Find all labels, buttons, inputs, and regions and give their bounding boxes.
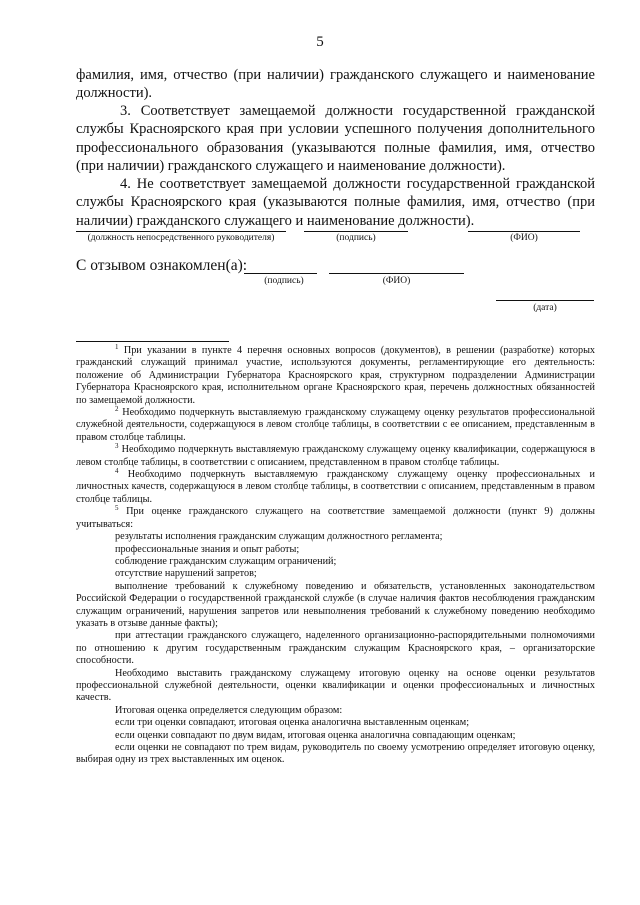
acq-signature-caption: (подпись) [264, 276, 304, 286]
footnote-2-text: Необходимо подчеркнуть выставляемую гражданскому служащему оценку результатов профессиональной служебной деятельности, содержащуюся в левом столбце таблицы, в соответствии с ее описанием, представленным в правом столбце таблицы. [76, 407, 596, 443]
final-assessment-note: Необходимо выставить гражданскому служащему итоговую оценку на основе оценки результатов профессиональной служебной деятельности, оценки квалификации и оценки профессиональных и личностных качеств. [76, 667, 595, 704]
footnote-3-mark: 3 [115, 442, 119, 451]
footnote-2-mark: 2 [115, 405, 119, 414]
footnote-5-text: При оценке гражданского служащего на соответствие замещаемой должности (пункт 9) должны учитываться: [76, 506, 596, 530]
criterion-item: отсутствие нарушений запретов; [115, 568, 257, 580]
criterion-item: выполнение требований к служебному поведению и обязательств, установленных законодательством Российской Федерации о государственной гражданской службе (в случае наличия фактов несоблюдения гражданским служащим ограничений, нарушения запретов или невыполнения требований к служебному поведению необходимо указать в отзыве данные факты); [76, 580, 595, 629]
paragraph-4: 4. Не соответствует замещаемой должности государственной гражданской службы Красноярского края (указываются полные фамилия, имя, отчество (при наличии) гражданского служащего и наименование должности). [76, 176, 595, 229]
position-line [76, 231, 286, 232]
footnote-1-text: При указании в пункте 4 перечня основных вопросов (документов), в решении (разработке) которых гражданский служащий принимал участие, используются документы, регламентирующие его деятельность: положение об Администрации Губернатора Красноярского края, структурном подразделении Администрации Губернатора Красноярского края, исполнительном органе Красноярского края, перечень должностных обязанностей по замещаемой должности. [76, 345, 596, 406]
acq-signature-line [244, 273, 317, 274]
footnote-3 [76, 444, 595, 469]
final-assessment-definition: Итоговая оценка определяется следующим образом: [115, 704, 343, 716]
footnote-2 [76, 407, 595, 444]
rule-item: если оценки не совпадают по трем видам, руководитель по своему усмотрению определяет итоговую оценку, выбирая одну из трех выставленных им оценок. [76, 742, 595, 766]
criterion-item: при аттестации гражданского служащего, наделенного организационно-распорядительными полномочиями по отношению к другим государственным гражданским служащим Красноярского края, – организаторские способности. [76, 630, 595, 667]
acq-fio-line [329, 273, 464, 274]
criterion-item: результаты исполнения гражданским служащим должностного регламента; [115, 531, 443, 543]
acquaintance-label: С отзывом ознакомлен(а): [76, 257, 248, 274]
footnote-5 [76, 506, 595, 531]
footnote-3-text: Необходимо подчеркнуть выставляемую гражданскому служащему оценку квалификации, содержащуюся в левом столбце таблицы, в соответствии с описанием, представленном в правом столбце таблицы. [76, 444, 596, 468]
footnote-4-mark: 4 [115, 467, 119, 476]
criterion-item: соблюдение гражданским служащим ограничений; [115, 555, 337, 567]
footnote-1 [76, 345, 595, 407]
date-caption: (дата) [533, 303, 557, 313]
date-line [496, 300, 594, 301]
paragraph-continuation: фамилия, имя, отчество (при наличии) гражданского служащего и наименование должности). [76, 67, 595, 102]
footnotes [76, 345, 595, 767]
fio-caption: (ФИО) [510, 233, 538, 243]
fio-line [468, 231, 580, 232]
paragraph-3: 3. Соответствует замещаемой должности государственной гражданской службы Красноярского края при условии успешного получения дополнительного профессионального образования (указываются полные фамилия, имя, отчество (при наличии) гражданского служащего и наименование должности). [76, 103, 595, 175]
signature-line [304, 231, 408, 232]
signature-caption: (подпись) [336, 233, 376, 243]
footnote-separator [76, 341, 229, 342]
position-caption: (должность непосредственного руководителя) [87, 233, 275, 243]
footnote-5-mark: 5 [115, 504, 119, 513]
rule-item: если три оценки совпадают, итоговая оценка аналогична выставленным оценкам; [115, 717, 470, 729]
footnote-4 [76, 469, 595, 506]
footnote-4-text: Необходимо подчеркнуть выставляемую гражданскому служащему оценку профессиональных и личностных качеств, содержащуюся в левом столбце таблицы, в соответствии с описанием, представленным в правом столбце таблицы. [76, 469, 596, 505]
footnote-1-mark: 1 [115, 343, 119, 351]
criterion-item: профессиональные знания и опыт работы; [115, 543, 300, 555]
rule-item: если оценки совпадают по двум видам, итоговая оценка аналогична совпадающим оценкам; [115, 729, 516, 741]
page-number: 5 [316, 34, 324, 50]
acq-fio-caption: (ФИО) [382, 276, 411, 286]
